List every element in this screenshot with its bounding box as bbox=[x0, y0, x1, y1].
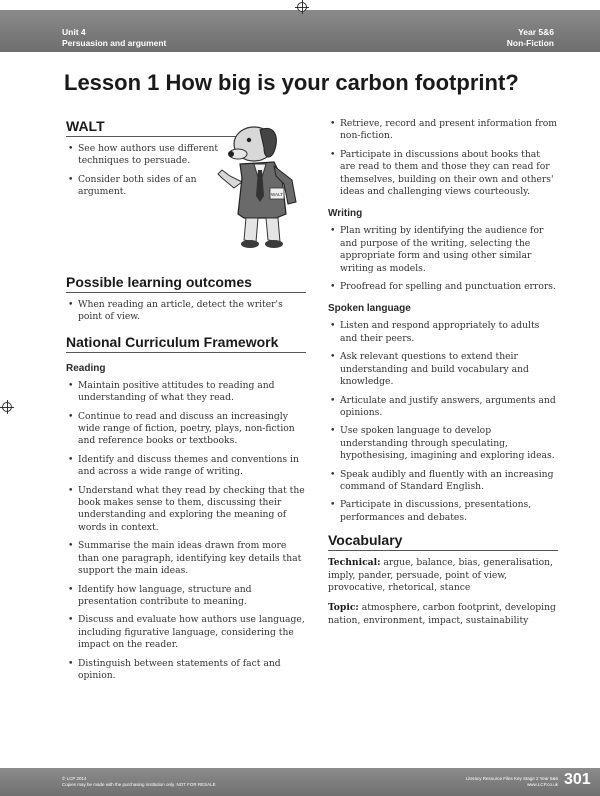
outcomes-section bbox=[66, 274, 306, 324]
vocabulary-technical bbox=[328, 557, 558, 594]
list-item: • Use spoken language to develop understanding through speculating, hypothesising, imagining and exploring ideas. bbox=[328, 425, 558, 462]
list-item: • Continue to read and discuss an increasingly wide range of fiction, poetry, plays, non-fiction and reference books or textbooks. bbox=[66, 411, 306, 448]
genre-label: Non-Fiction bbox=[506, 38, 554, 48]
copy-note-text: Copies may be made with the purchasing institution only. NOT FOR RESALE bbox=[62, 782, 216, 787]
spoken-heading: Spoken language bbox=[328, 303, 411, 315]
ncf-heading: National Curriculum Framework bbox=[66, 334, 306, 353]
writing-list bbox=[328, 225, 558, 293]
dog-mascot-icon bbox=[216, 118, 320, 252]
reading-list bbox=[66, 380, 306, 683]
list-item: • Identify and discuss themes and conventions in and across a wide range of writing. bbox=[66, 454, 306, 479]
registration-mark-icon bbox=[2, 402, 12, 412]
footer-series bbox=[440, 776, 558, 788]
header-year bbox=[507, 27, 554, 49]
vocabulary-topic bbox=[328, 602, 558, 627]
list-item: • Speak audibly and fluently with an increasing command of Standard English. bbox=[328, 469, 558, 494]
year-label: Year 5&6 bbox=[518, 27, 554, 37]
list-item: • Ask relevant questions to extend their understanding and build vocabulary and knowledge. bbox=[328, 351, 558, 388]
unit-number: Unit 4 bbox=[62, 27, 86, 37]
unit-title: Persuasion and argument bbox=[62, 38, 167, 48]
vocabulary-section bbox=[328, 532, 558, 627]
topic-text: atmosphere, carbon footprint, developing nation, environment, impact, sustainability bbox=[328, 602, 556, 626]
list-item: • Listen and respond appropriately to adults and their peers. bbox=[328, 320, 558, 345]
list-item: • When reading an article, detect the writer's point of view. bbox=[66, 299, 306, 324]
vocabulary-heading: Vocabulary bbox=[328, 532, 558, 551]
page-number: 301 bbox=[564, 771, 591, 788]
left-column bbox=[66, 118, 306, 688]
reading-cont-list bbox=[328, 118, 558, 198]
list-item: • Understand what they read by checking that the book makes sense to them, discussing their understanding and exploring the meaning of words in context. bbox=[66, 485, 306, 535]
right-column bbox=[328, 118, 558, 635]
technical-text: argue, balance, bias, generalisation, imply, pander, persuade, point of view, provocative, rhetorical, stance bbox=[328, 557, 553, 593]
header-band bbox=[0, 10, 600, 52]
list-item: • Articulate and justify answers, arguments and opinions. bbox=[328, 395, 558, 420]
walt-list bbox=[66, 143, 224, 199]
list-item: • Identify how language, structure and presentation contribute to meaning. bbox=[66, 584, 306, 609]
list-item: • Discuss and evaluate how authors use language, including figurative language, considering the impact on the reader. bbox=[66, 614, 306, 651]
ncf-section bbox=[66, 334, 306, 683]
list-item: • Maintain positive attitudes to reading and understanding of what they read. bbox=[66, 380, 306, 405]
list-item: • Retrieve, record and present information from non-fiction. bbox=[328, 118, 558, 143]
list-item: • Plan writing by identifying the audience for and purpose of the writing, selecting the appropriate form and using other similar writing as models. bbox=[328, 225, 558, 275]
copyright-text: © LCP 2014 bbox=[62, 776, 87, 781]
topic-label: Topic: bbox=[328, 602, 359, 614]
writing-heading: Writing bbox=[328, 208, 363, 220]
page-title bbox=[64, 70, 564, 96]
technical-label: Technical: bbox=[328, 557, 381, 569]
header-unit bbox=[62, 27, 166, 49]
list-item: • Proofread for spelling and punctuation errors. bbox=[328, 281, 558, 293]
dog-badge-text: WALT bbox=[271, 192, 283, 197]
website-link[interactable]: www.LCP.co.uk bbox=[527, 782, 558, 787]
list-item: • Distinguish between statements of fact and opinion. bbox=[66, 658, 306, 683]
footer-band bbox=[0, 768, 600, 796]
reading-heading: Reading bbox=[66, 362, 106, 374]
footer-copyright bbox=[62, 776, 216, 788]
lesson-number: Lesson 1 bbox=[64, 70, 160, 95]
walt-section bbox=[66, 118, 306, 268]
series-text: Literacy Resource Files Key Stage 2 Year 5&6 bbox=[465, 776, 558, 781]
spoken-list bbox=[328, 320, 558, 524]
list-item: • Summarise the main ideas drawn from more than one paragraph, identifying key details that support the main ideas. bbox=[66, 540, 306, 577]
walt-heading: WALT bbox=[66, 118, 238, 137]
list-item: • See how authors use different techniques to persuade. bbox=[66, 143, 224, 168]
lesson-title: How big is your carbon footprint? bbox=[165, 70, 519, 95]
list-item: • Participate in discussions, presentations, performances and debates. bbox=[328, 499, 558, 524]
list-item: • Consider both sides of an argument. bbox=[66, 174, 224, 199]
registration-mark-icon bbox=[297, 2, 307, 12]
list-item: • Participate in discussions about books that are read to them and those they can read for themselves, building on their own and others' ideas and challenging views courteously. bbox=[328, 149, 558, 199]
outcomes-heading: Possible learning outcomes bbox=[66, 274, 306, 293]
outcomes-list bbox=[66, 299, 306, 324]
